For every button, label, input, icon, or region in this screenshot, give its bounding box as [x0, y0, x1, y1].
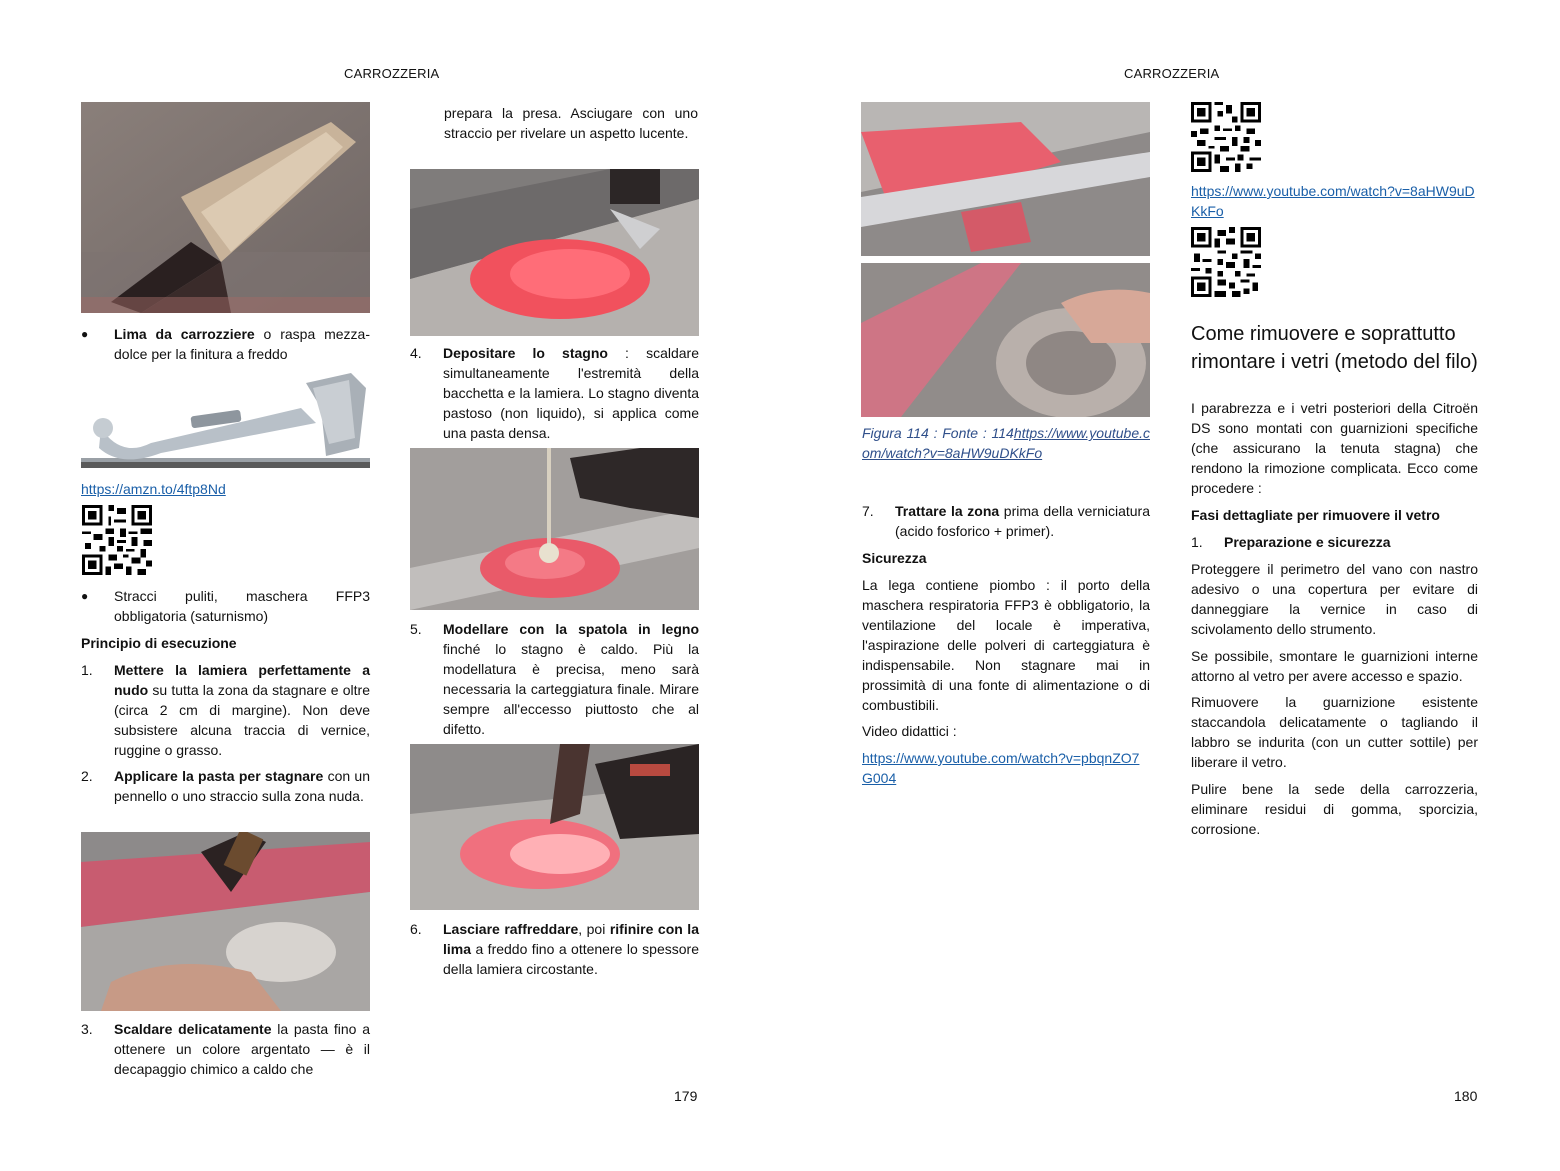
safety-paragraph: La lega contiene piombo : il porto della maschera respiratoria FFP3 è obbligatorio, la ventilazione del locale è imperativa, l'aspirazione delle polveri di carteggiatura è indispensabile. Non stagnare mai in prossimità di una fonte di alimentazione o di combustibili. — [862, 577, 1150, 713]
step-text: finché lo stagno è caldo. Più la modellatura è precisa, meno sarà necessaria la carteggiatura finale. Mirare sempre all'eccesso piuttosto che al difetto. — [443, 641, 699, 737]
bold-term: Modellare con la spatola in legno — [443, 621, 699, 637]
intro-paragraph: I parabrezza e i vetri posteriori della Citroën DS sono montati con guarnizioni specifiche (che assicurano la tenuta stagna) che rendono la rimozione complicata. Ecco come procedere : — [1191, 400, 1478, 496]
bold-term: Scaldare delicatamente — [114, 1021, 272, 1037]
section-title: Come rimuovere e soprattutto rimontare i vetri (metodo del filo) — [1191, 323, 1478, 373]
qr-code-icon — [81, 505, 153, 575]
qr-code-icon — [1191, 227, 1261, 297]
photo-depositing-tin — [410, 448, 699, 610]
amazon-link[interactable]: https://amzn.to/4ftp8Nd — [81, 481, 226, 497]
caption-video-link[interactable]: https://www.youtube.com/watch?v=8aHW9uDKkFo — [862, 425, 1150, 461]
steps-heading: Fasi dettagliate per rimuovere il vetro — [1191, 507, 1440, 523]
bold-term: Mettere la lamiera perfettamente a nudo — [114, 662, 370, 698]
step-text: : scaldare simultaneamente l'estremità della bacchetta e la lamiera. Lo stagno diventa pastoso (non liquido), si applica come una pasta densa. — [443, 345, 699, 441]
paragraph: Proteggere il perimetro del vano con nastro adesivo o una copertura per evitare di danneggiare la vernice in caso di scivolamento dello strumento. — [1191, 561, 1478, 637]
numbered-step — [862, 501, 1150, 541]
page-number-left: 179 — [674, 1088, 698, 1104]
photo-modelling-spatula — [410, 744, 699, 910]
photo-body-file-tool — [81, 368, 370, 472]
youtube-link-1[interactable]: https://www.youtube.com/watch?v=pbqnZO7G004 — [862, 750, 1140, 786]
bold-term: rifinire con la lima — [443, 921, 699, 957]
page-number-right: 180 — [1454, 1088, 1478, 1104]
section-heading-safety: Sicurezza — [862, 550, 927, 566]
step-text: la pasta fino a ottenere un colore argentato — è il decapaggio chimico a caldo che — [114, 1021, 370, 1077]
bold-term: Trattare la zona — [895, 503, 1000, 519]
numbered-step — [81, 1019, 370, 1079]
list-item-text: o raspa mezza-dolce per la finitura a freddo — [114, 326, 370, 362]
continued-text: prepara la presa. Asciugare con uno straccio per rivelare un aspetto lucente. — [444, 105, 698, 141]
numbered-step — [81, 660, 370, 760]
numbered-step — [410, 343, 699, 443]
paragraph: Se possibile, smontare le guarnizioni interne attorno al vetro per avere accesso e spazio. — [1191, 648, 1478, 684]
bold-term: Depositare lo stagno — [443, 345, 608, 361]
bold-term: Applicare la pasta per stagnare — [114, 768, 324, 784]
step-number: 6. — [410, 921, 422, 937]
step-number: 4. — [410, 345, 422, 361]
step-text: a freddo fino a ottenere lo spessore della lamiera circostante. — [443, 941, 699, 977]
numbered-step — [1191, 532, 1478, 552]
bullet-icon: ● — [81, 327, 89, 341]
list-item — [81, 324, 370, 364]
list-item — [81, 586, 370, 626]
step-text: prima della verniciatura (acido fosforico + primer). — [895, 503, 1150, 539]
photo-file-on-metal — [861, 102, 1150, 256]
step-number: 1. — [1191, 534, 1203, 550]
section-heading: Principio di esecuzione — [81, 635, 237, 651]
step-number: 5. — [410, 621, 422, 637]
qr-code-icon — [1191, 102, 1261, 172]
photo-sanding-block — [81, 102, 370, 313]
step-text: con un pennello o uno straccio sulla zona nuda. — [114, 768, 370, 804]
bold-term: Lasciare raffreddare — [443, 921, 579, 937]
photo-grinding-disc — [861, 263, 1150, 417]
figure-caption — [862, 423, 1150, 463]
step-text: , poi — [578, 921, 610, 937]
page-header-right: CARROZZERIA — [1124, 66, 1220, 81]
step-text: su tutta la zona da stagnare e oltre (circa 2 cm di margine). Non deve subsistere alcuna traccia di vernice, ruggine o grasso. — [114, 682, 370, 758]
numbered-step — [410, 619, 699, 739]
bold-term: Lima da carrozziere — [114, 326, 255, 342]
video-label: Video didattici : — [862, 723, 957, 739]
photo-heated-pink-area — [410, 169, 699, 336]
step-number: 1. — [81, 662, 93, 678]
step-number: 7. — [862, 503, 874, 519]
photo-brush-applying-paste — [81, 832, 370, 1011]
step-number: 3. — [81, 1021, 93, 1037]
paragraph: Rimuovere la guarnizione esistente staccandola delicatamente o tagliando il labbro se indurita (con un cutter sottile) per liberare il vetro. — [1191, 694, 1478, 770]
bullet-icon: ● — [81, 589, 89, 603]
step-number: 2. — [81, 768, 93, 784]
youtube-link-2[interactable]: https://www.youtube.com/watch?v=8aHW9uDKkFo — [1191, 183, 1475, 219]
page-header-left: CARROZZERIA — [344, 66, 440, 81]
paragraph: Pulire bene la sede della carrozzeria, eliminare residui di gomma, sporcizia, corrosione. — [1191, 781, 1478, 837]
numbered-step — [81, 766, 370, 806]
numbered-step — [410, 919, 699, 979]
caption-text: Figura 114 : Fonte : 114 — [862, 425, 1014, 441]
step-title: Preparazione e sicurezza — [1224, 534, 1391, 550]
list-item-text: Stracci puliti, maschera FFP3 obbligatoria (saturnismo) — [114, 588, 370, 624]
